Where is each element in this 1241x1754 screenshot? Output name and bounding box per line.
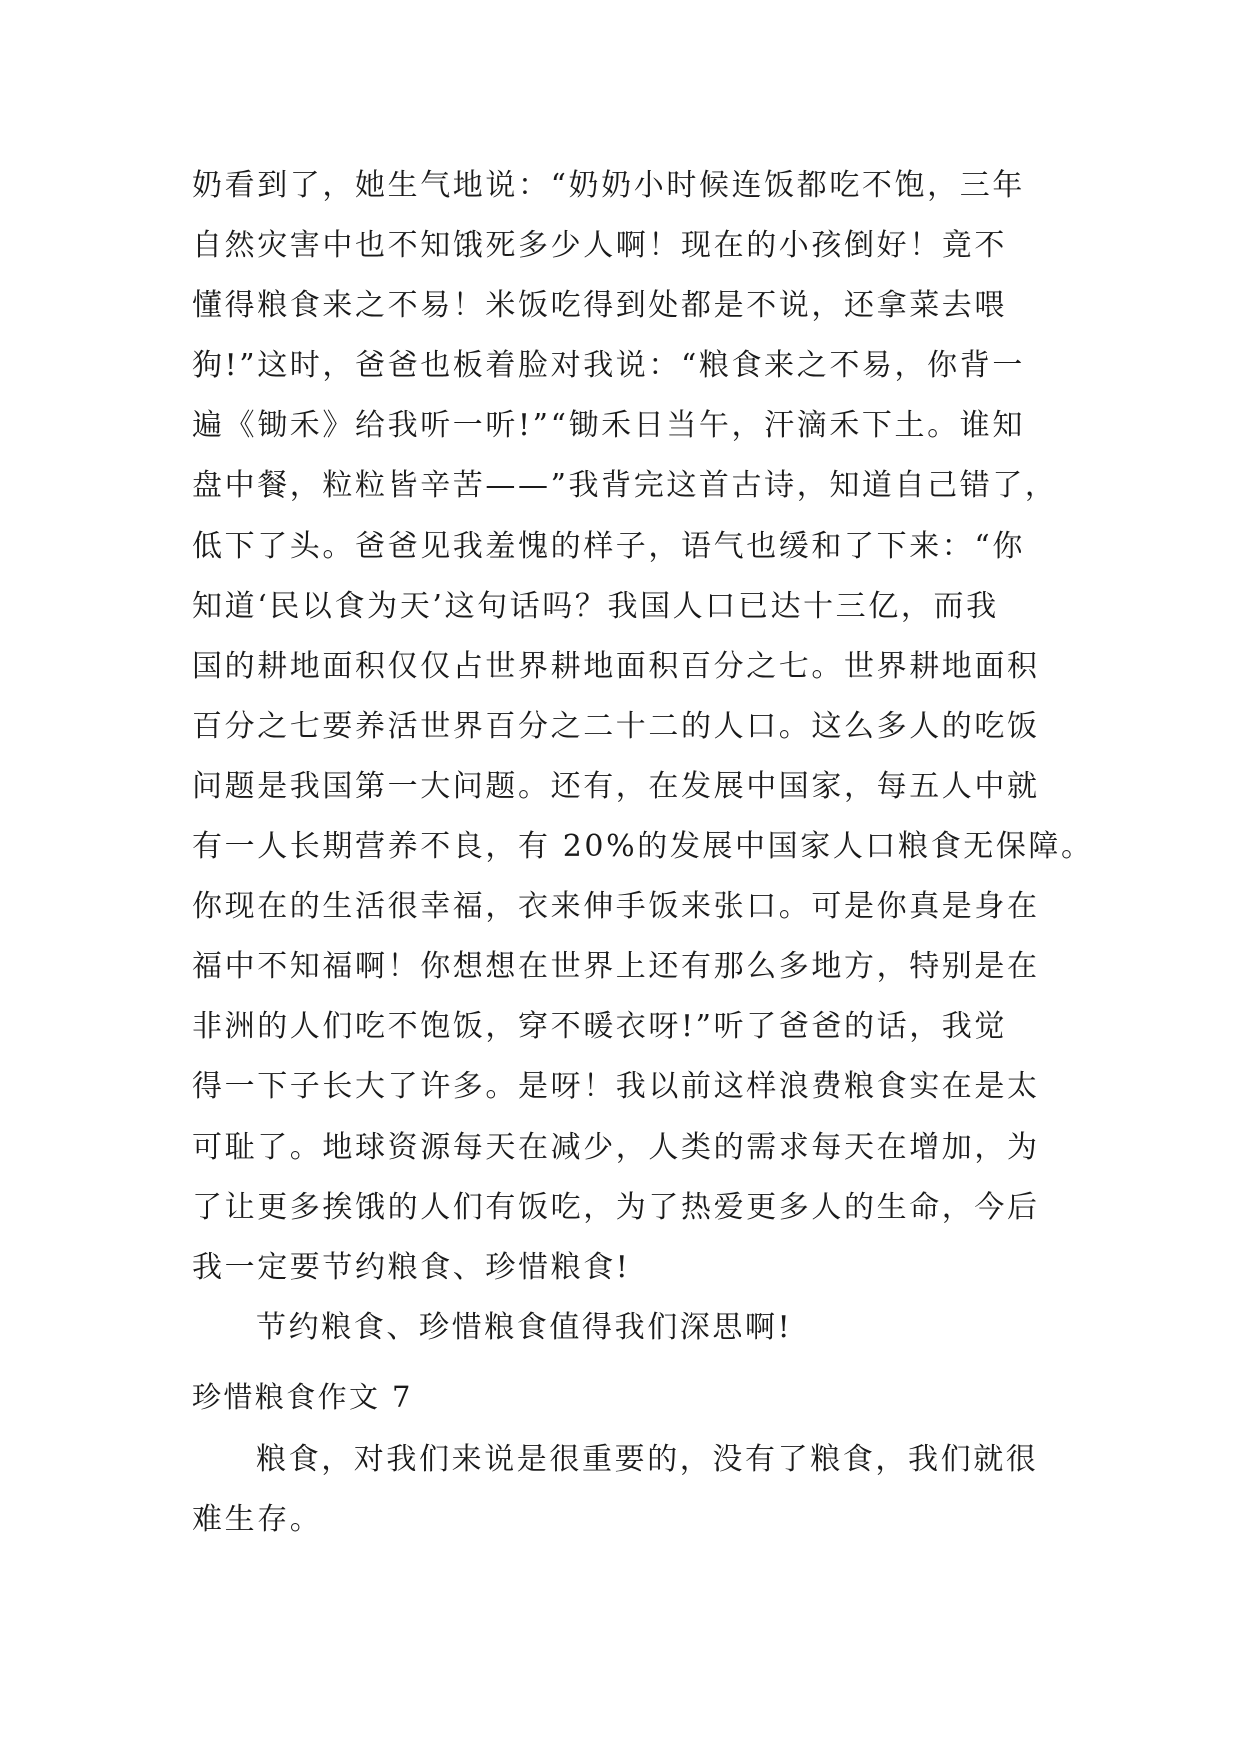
text-line: 国的耕地面积仅仅占世界耕地面积百分之七。世界耕地面积 (192, 648, 1040, 684)
text-line: 可耻了。地球资源每天在减少，人类的需求每天在增加，为 (192, 1129, 1040, 1165)
text-line: 得一下子长大了许多。是呀！我以前这样浪费粮食实在是太 (192, 1069, 1040, 1105)
text-line: 自然灾害中也不知饿死多少人啊！现在的小孩倒好！竟不 (192, 228, 1007, 264)
text-line: 问题是我国第一大问题。还有，在发展中国家，每五人中就 (192, 768, 1040, 804)
text-line: 知道‘民以食为天’这句话吗？我国人口已达十三亿，而我 (192, 588, 999, 624)
closing-paragraph: 节约粮食、珍惜粮食值得我们深思啊! (256, 1309, 793, 1345)
text-line: 你现在的生活很幸福，衣来伸手饭来张口。可是你真是身在 (192, 889, 1040, 925)
text-line: 有一人长期营养不良，有 20%的发展中国家人口粮食无保障。 (192, 829, 1094, 865)
text-line: 了让更多挨饿的人们有饭吃，为了热爱更多人的生命，今后 (192, 1189, 1040, 1225)
text-line: 我一定要节约粮食、珍惜粮食! (192, 1249, 631, 1285)
text-line: 百分之七要养活世界百分之二十二的人口。这么多人的吃饭 (192, 708, 1040, 744)
text-line: 狗!”这时，爸爸也板着脸对我说：“粮食来之不易，你背一 (192, 348, 1025, 384)
text-line: 低下了头。爸爸见我羞愧的样子，语气也缓和了下来：“你 (192, 528, 1025, 564)
text-line: 福中不知福啊！你想想在世界上还有那么多地方，特别是在 (192, 949, 1040, 985)
text-line: 奶看到了，她生气地说：“奶奶小时候连饭都吃不饱，三年 (192, 168, 1025, 203)
text-line: 盘中餐，粒粒皆辛苦——”我背完这首古诗，知道自己错了， (192, 468, 1058, 504)
section-heading: 珍惜粮食作文 7 (192, 1380, 413, 1414)
text-line: 难生存。 (192, 1502, 323, 1538)
text-line: 非洲的人们吃不饱饭，穿不暖衣呀!”听了爸爸的话，我觉 (192, 1009, 1007, 1045)
new-essay-body (192, 1430, 1052, 1550)
text-line: 粮食，对我们来说是很重要的，没有了粮食，我们就很 (256, 1442, 1039, 1477)
essay-body (192, 156, 1094, 1358)
text-line: 遍《锄禾》给我听一听!”“锄禾日当午，汗滴禾下土。谁知 (192, 408, 1025, 444)
text-line: 懂得粮食来之不易！米饭吃得到处都是不说，还拿菜去喂 (192, 288, 1007, 324)
